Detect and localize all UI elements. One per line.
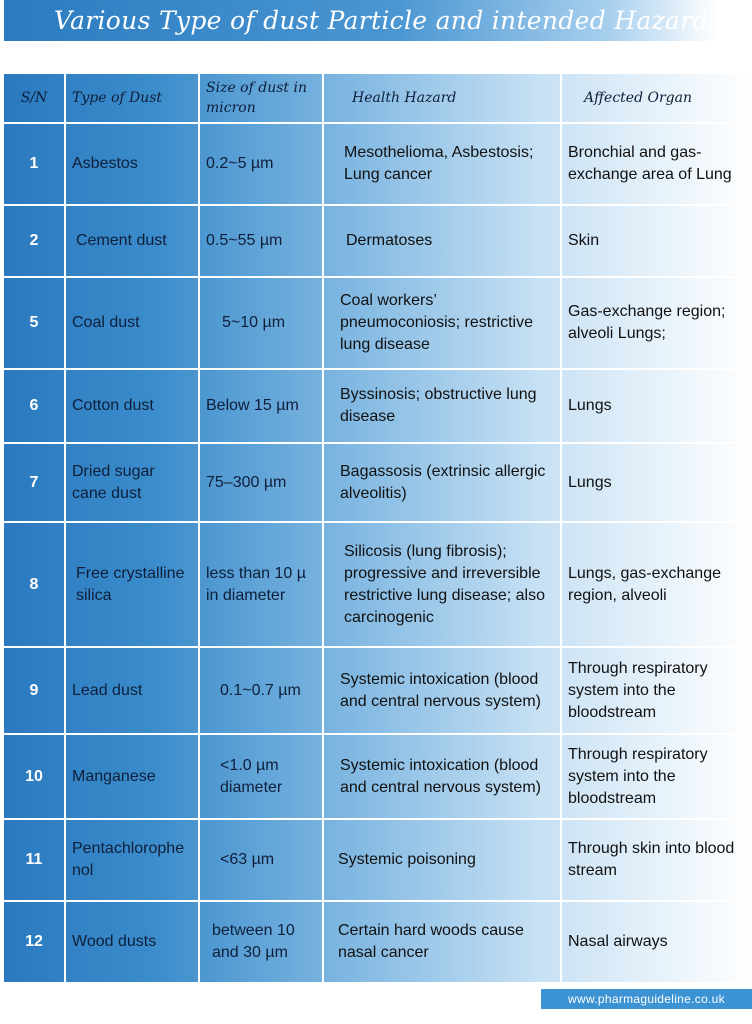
row-sn: 2 <box>3 205 65 277</box>
table-row <box>3 277 752 369</box>
table-row <box>3 647 752 734</box>
row-sn: 7 <box>3 443 65 522</box>
table-row <box>3 819 752 901</box>
table-row <box>3 369 752 443</box>
row-health-hazard: Systemic intoxication (blood and central nervous system) <box>323 734 561 819</box>
row-size: between 10 and 30 µm <box>199 901 323 983</box>
row-health-hazard: Silicosis (lung fibrosis); progressive and irreversible restrictive lung disease; also carcinogenic <box>323 522 561 647</box>
row-health-hazard: Byssinosis; obstructive lung disease <box>323 369 561 443</box>
row-affected-organ: Through respiratory system into the bloodstream <box>561 647 752 734</box>
header-health-hazard: Health Hazard <box>323 73 561 123</box>
row-size: 0.5~55 µm <box>199 205 323 277</box>
row-sn: 1 <box>3 123 65 205</box>
row-dust-type: Lead dust <box>65 647 199 734</box>
row-affected-organ: Gas-exchange region; alveoli Lungs; <box>561 277 752 369</box>
row-sn: 11 <box>3 819 65 901</box>
header-type-of-dust: Type of Dust <box>65 73 199 123</box>
row-size: 0.1~0.7 µm <box>199 647 323 734</box>
row-size: 0.2~5 µm <box>199 123 323 205</box>
row-affected-organ: Lungs, gas-exchange region, alveoli <box>561 522 752 647</box>
row-affected-organ: Lungs <box>561 369 752 443</box>
header-sn: S/N <box>3 73 65 123</box>
row-health-hazard: Mesothelioma, Asbestosis; Lung cancer <box>323 123 561 205</box>
row-dust-type: Pentachlorophenol <box>65 819 199 901</box>
row-size: less than 10 µ in diameter <box>199 522 323 647</box>
row-size: 75–300 µm <box>199 443 323 522</box>
row-sn: 10 <box>3 734 65 819</box>
row-affected-organ: Through skin into blood stream <box>561 819 752 901</box>
row-affected-organ: Bronchial and gas-exchange area of Lung <box>561 123 752 205</box>
row-dust-type: Cement dust <box>65 205 199 277</box>
title-banner <box>4 0 717 41</box>
row-dust-type: Manganese <box>65 734 199 819</box>
row-sn: 12 <box>3 901 65 983</box>
row-affected-organ: Nasal airways <box>561 901 752 983</box>
row-dust-type: Wood dusts <box>65 901 199 983</box>
row-dust-type: Asbestos <box>65 123 199 205</box>
row-size: <63 µm <box>199 819 323 901</box>
row-health-hazard: Systemic intoxication (blood and central nervous system) <box>323 647 561 734</box>
row-size: <1.0 µm diameter <box>199 734 323 819</box>
row-affected-organ: Skin <box>561 205 752 277</box>
row-health-hazard: Certain hard woods cause nasal cancer <box>323 901 561 983</box>
table-row <box>3 734 752 819</box>
row-health-hazard: Dermatoses <box>323 205 561 277</box>
table-row <box>3 443 752 522</box>
row-size: Below 15 µm <box>199 369 323 443</box>
header-size: Size of dust in micron <box>199 73 323 123</box>
row-health-hazard: Bagassosis (extrinsic allergic alveolitis) <box>323 443 561 522</box>
row-dust-type: Cotton dust <box>65 369 199 443</box>
row-dust-type: Free crystalline silica <box>65 522 199 647</box>
table-row <box>3 205 752 277</box>
table-row <box>3 123 752 205</box>
table-row <box>3 901 752 983</box>
row-health-hazard: Systemic poisoning <box>323 819 561 901</box>
row-sn: 5 <box>3 277 65 369</box>
row-health-hazard: Coal workers’ pneumoconiosis; restrictive lung disease <box>323 277 561 369</box>
row-sn: 9 <box>3 647 65 734</box>
row-dust-type: Coal dust <box>65 277 199 369</box>
table-row <box>3 522 752 647</box>
row-dust-type: Dried sugar cane dust <box>65 443 199 522</box>
dust-hazard-table <box>2 72 752 984</box>
page-title: Various Type of dust Particle and intended Hazard <box>54 6 709 35</box>
row-size: 5~10 µm <box>199 277 323 369</box>
website-footer-link[interactable]: www.pharmaguideline.co.uk <box>541 989 752 1009</box>
table-header-row <box>3 73 752 123</box>
row-sn: 8 <box>3 522 65 647</box>
dust-table-container <box>2 72 752 982</box>
row-sn: 6 <box>3 369 65 443</box>
row-affected-organ: Lungs <box>561 443 752 522</box>
header-affected-organ: Affected Organ <box>561 73 752 123</box>
row-affected-organ: Through respiratory system into the bloodstream <box>561 734 752 819</box>
